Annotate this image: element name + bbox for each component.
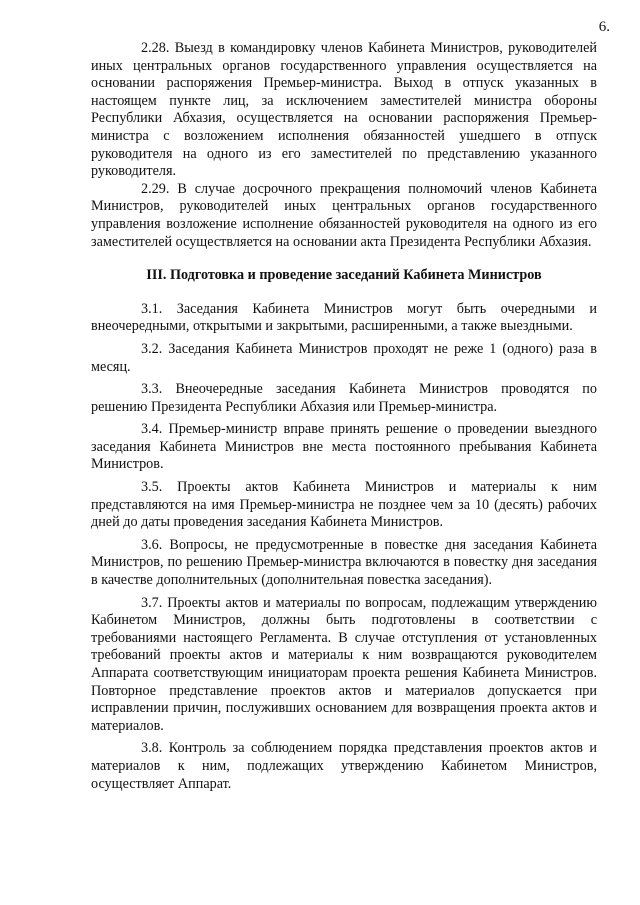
paragraph-2-28: 2.28. Выезд в командировку членов Кабинета Министров, руководителей иных центральных органов государственного управления осуществляется на основании распоряжения Премьер-министра. Выход в отпуск указанных в настоящем пункте лиц, за исключением заместителей министра обороны Республики Абхазия, осуществляется на основании распоряжения Премьер-министра с возложением исполнения обязанностей ушедшего в отпуск руководителя на одного из его заместителей по представлению указанного руководителя.: [91, 40, 597, 180]
paragraph-3-3: 3.3. Внеочередные заседания Кабинета Министров проводятся по решению Президента Республики Абхазия или Премьер-министра.: [91, 381, 597, 415]
paragraph-3-1: 3.1. Заседания Кабинета Министров могут быть очередными и внеочередными, открытыми и закрытыми, расширенными, а также выездными.: [91, 300, 597, 335]
paragraph-2-29: 2.29. В случае досрочного прекращения полномочий членов Кабинета Министров, руководителей иных центральных органов государственного управления возложение исполнение обязанностей руководителя на одного из его заместителей осуществляется на основании акта Президента Республики Абхазия.: [91, 180, 597, 250]
paragraph-3-4: 3.4. Премьер-министр вправе принять решение о проведении выездного заседания Кабинета Министров вне места постоянного пребывания Кабинета Министров.: [91, 421, 597, 473]
paragraph-3-6: 3.6. Вопросы, не предусмотренные в повестке дня заседания Кабинета Министров, по решению Премьер-министра включаются в повестку дня заседания в качестве дополнительных (дополнительная повестка заседания).: [91, 536, 597, 589]
document-body: [91, 40, 597, 793]
spacer: [91, 251, 597, 267]
paragraph-3-7: 3.7. Проекты актов и материалы по вопросам, подлежащим утверждению Кабинетом Министров, должны быть подготовлены в соответствии с требованиями настоящего Регламента. В случае отступления от установленных требований проекты актов и материалы к ним возвращаются руководителем Аппарата соответствующим инициаторам проекта решения Кабинета Министров. Повторное представление проектов актов и материалов допускается при исправлении причин, послуживших основанием для возвращения проекта актов и материалов.: [91, 594, 597, 734]
spacer: [91, 285, 597, 301]
paragraph-3-2: 3.2. Заседания Кабинета Министров проходят не реже 1 (одного) раза в месяц.: [91, 340, 597, 375]
paragraph-3-5: 3.5. Проекты актов Кабинета Министров и материалы к ним представляются на имя Премьер-министра не позднее чем за 10 (десять) рабочих дней до даты проведения заседания Кабинета Министров.: [91, 479, 597, 531]
section-heading: III. Подготовка и проведение заседаний Кабинета Министров: [146, 267, 542, 284]
page-number: 6.: [598, 19, 610, 35]
paragraph-3-8: 3.8. Контроль за соблюдением порядка представления проектов актов и материалов к ним, подлежащих утверждению Кабинетом Министров, осуществляет Аппарат.: [91, 740, 597, 792]
